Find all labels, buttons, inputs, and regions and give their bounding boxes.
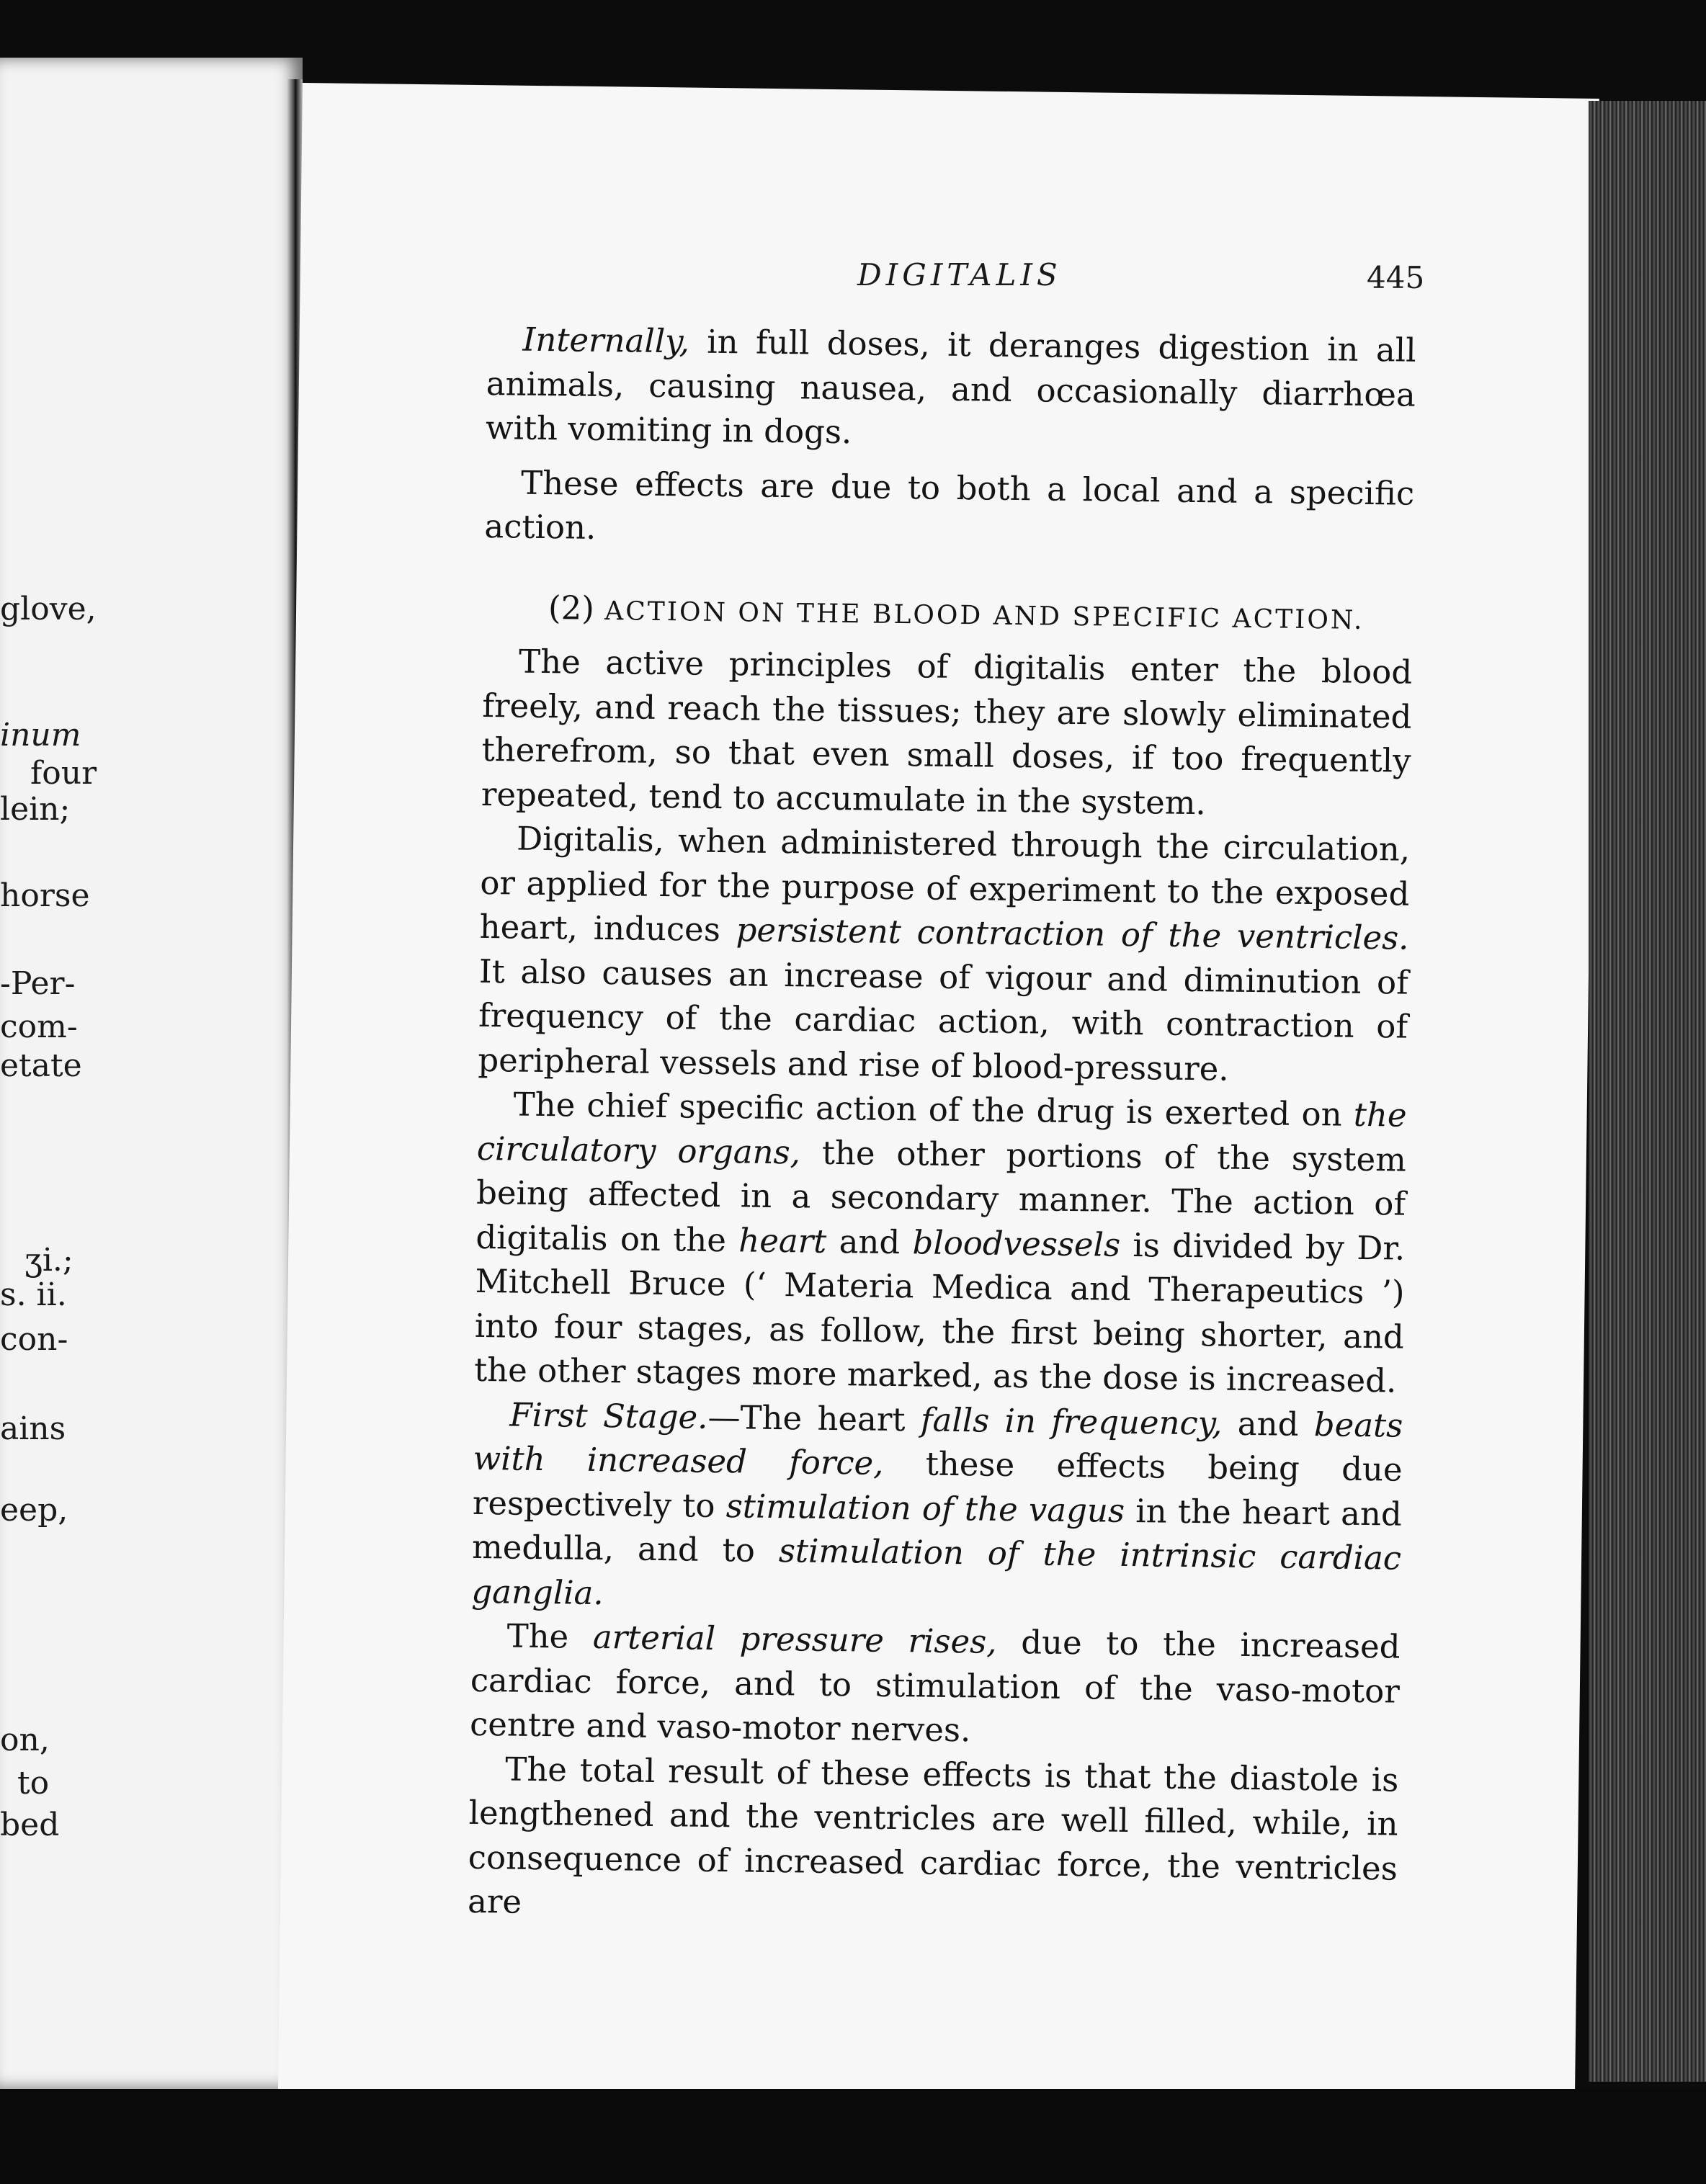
body-text [468, 317, 1416, 1935]
text-run: due to the increased cardiac force, and to stimulation of the vaso-motor centre and vaso-motor nerves. [469, 1622, 1401, 1750]
left-fragment: ʒi.; [24, 1242, 73, 1279]
page-number: 445 [1367, 260, 1425, 295]
paragraph [471, 1392, 1403, 1624]
text-run: and [1222, 1404, 1315, 1444]
text-run: —The heart [707, 1397, 921, 1438]
paragraph: The active principles of digitalis enter the blood freely, and reach the tissues; they are slowly eliminated therefrom, so that even small doses, if too frequently repeated, tend to accumulate in the system. [481, 642, 1413, 822]
italic-run: stimulation of the intrinsic cardiac ganglia. [471, 1531, 1402, 1612]
left-fragment: -Per- [0, 965, 76, 1002]
italic-run: bloodvessels [912, 1222, 1121, 1264]
paragraph [486, 317, 1416, 461]
italic-run: Internally, [522, 320, 690, 361]
italic-run: the circulatory organs, [476, 1095, 1407, 1171]
text-run: The chief specific action of the drug is exerted on [513, 1085, 1354, 1134]
section-heading [483, 584, 1414, 643]
text-run: The [506, 1616, 594, 1656]
left-fragment: com- [0, 1008, 78, 1045]
page-edges [1589, 101, 1706, 2082]
text-run: is divided by Dr. Mitchell Bruce (‘ Materia Medica and Therapeutics ’) into four stages, as follow, the first being shorter, and the other stages more marked, as the dose is increased. [473, 1225, 1406, 1400]
left-fragment: lein; [0, 791, 71, 828]
left-fragment: eep, [0, 1492, 68, 1529]
text-run: in the heart and medulla, and to [471, 1491, 1403, 1570]
text-run: these effects being due respectively to [472, 1444, 1403, 1525]
left-fragment: on, [0, 1722, 50, 1758]
left-fragment: con- [0, 1321, 68, 1358]
italic-run: First Stage. [509, 1395, 708, 1436]
left-fragment: to [17, 1765, 50, 1802]
paragraph [478, 816, 1410, 1093]
italic-run: beats with increased force, [473, 1405, 1403, 1482]
running-header: DIGITALIS [857, 257, 1062, 292]
left-page [0, 58, 303, 2089]
left-fragment: s. ii. [0, 1276, 67, 1313]
italic-run: stimulation of the vagus [725, 1486, 1125, 1530]
text-run: and [826, 1222, 913, 1261]
italic-run: arterial pressure rises, [592, 1617, 997, 1661]
italic-run: falls in frequency, [920, 1400, 1223, 1443]
paragraph [474, 1082, 1407, 1403]
paragraph [470, 1614, 1401, 1758]
text-run: It also causes an increase of vigour and diminution of frequency of the cardiac action, with contraction of peripheral vessels and rise of blood-pressure. [478, 952, 1409, 1088]
left-fragment: four [30, 755, 97, 792]
left-fragment: inum [0, 717, 81, 753]
left-fragment: etate [0, 1047, 82, 1084]
left-fragment: bed [0, 1807, 60, 1843]
left-fragment: glove, [0, 591, 97, 627]
paragraph: These effects are due to both a local and a specific action. [484, 463, 1415, 547]
italic-run: heart [738, 1220, 827, 1261]
scan-shadow [0, 2089, 1706, 2184]
left-fragment: ains [0, 1410, 66, 1447]
section-number: (2) [548, 588, 595, 627]
left-fragment: horse [0, 877, 90, 914]
text-run: Digitalis, when administered through the circulation, or applied for the purpose of experiment to the exposed heart, induces [479, 819, 1411, 949]
section-title: ACTION ON THE BLOOD AND SPECIFIC ACTION. [604, 596, 1365, 635]
text-run: in full doses, it deranges digestion in all animals, causing nausea, and occasionally diarrhœa with vomiting in dogs. [485, 322, 1416, 452]
text-run: the other portions of the system being affected in a secondary manner. The action of digitalis on the [475, 1132, 1407, 1259]
italic-run: persistent contraction of the ventricles. [736, 910, 1409, 957]
paragraph: The total result of these effects is that the diastole is lengthened and the ventricles are well filled, while, in consequence of increased cardiac force, the ventricles are [467, 1749, 1399, 1921]
